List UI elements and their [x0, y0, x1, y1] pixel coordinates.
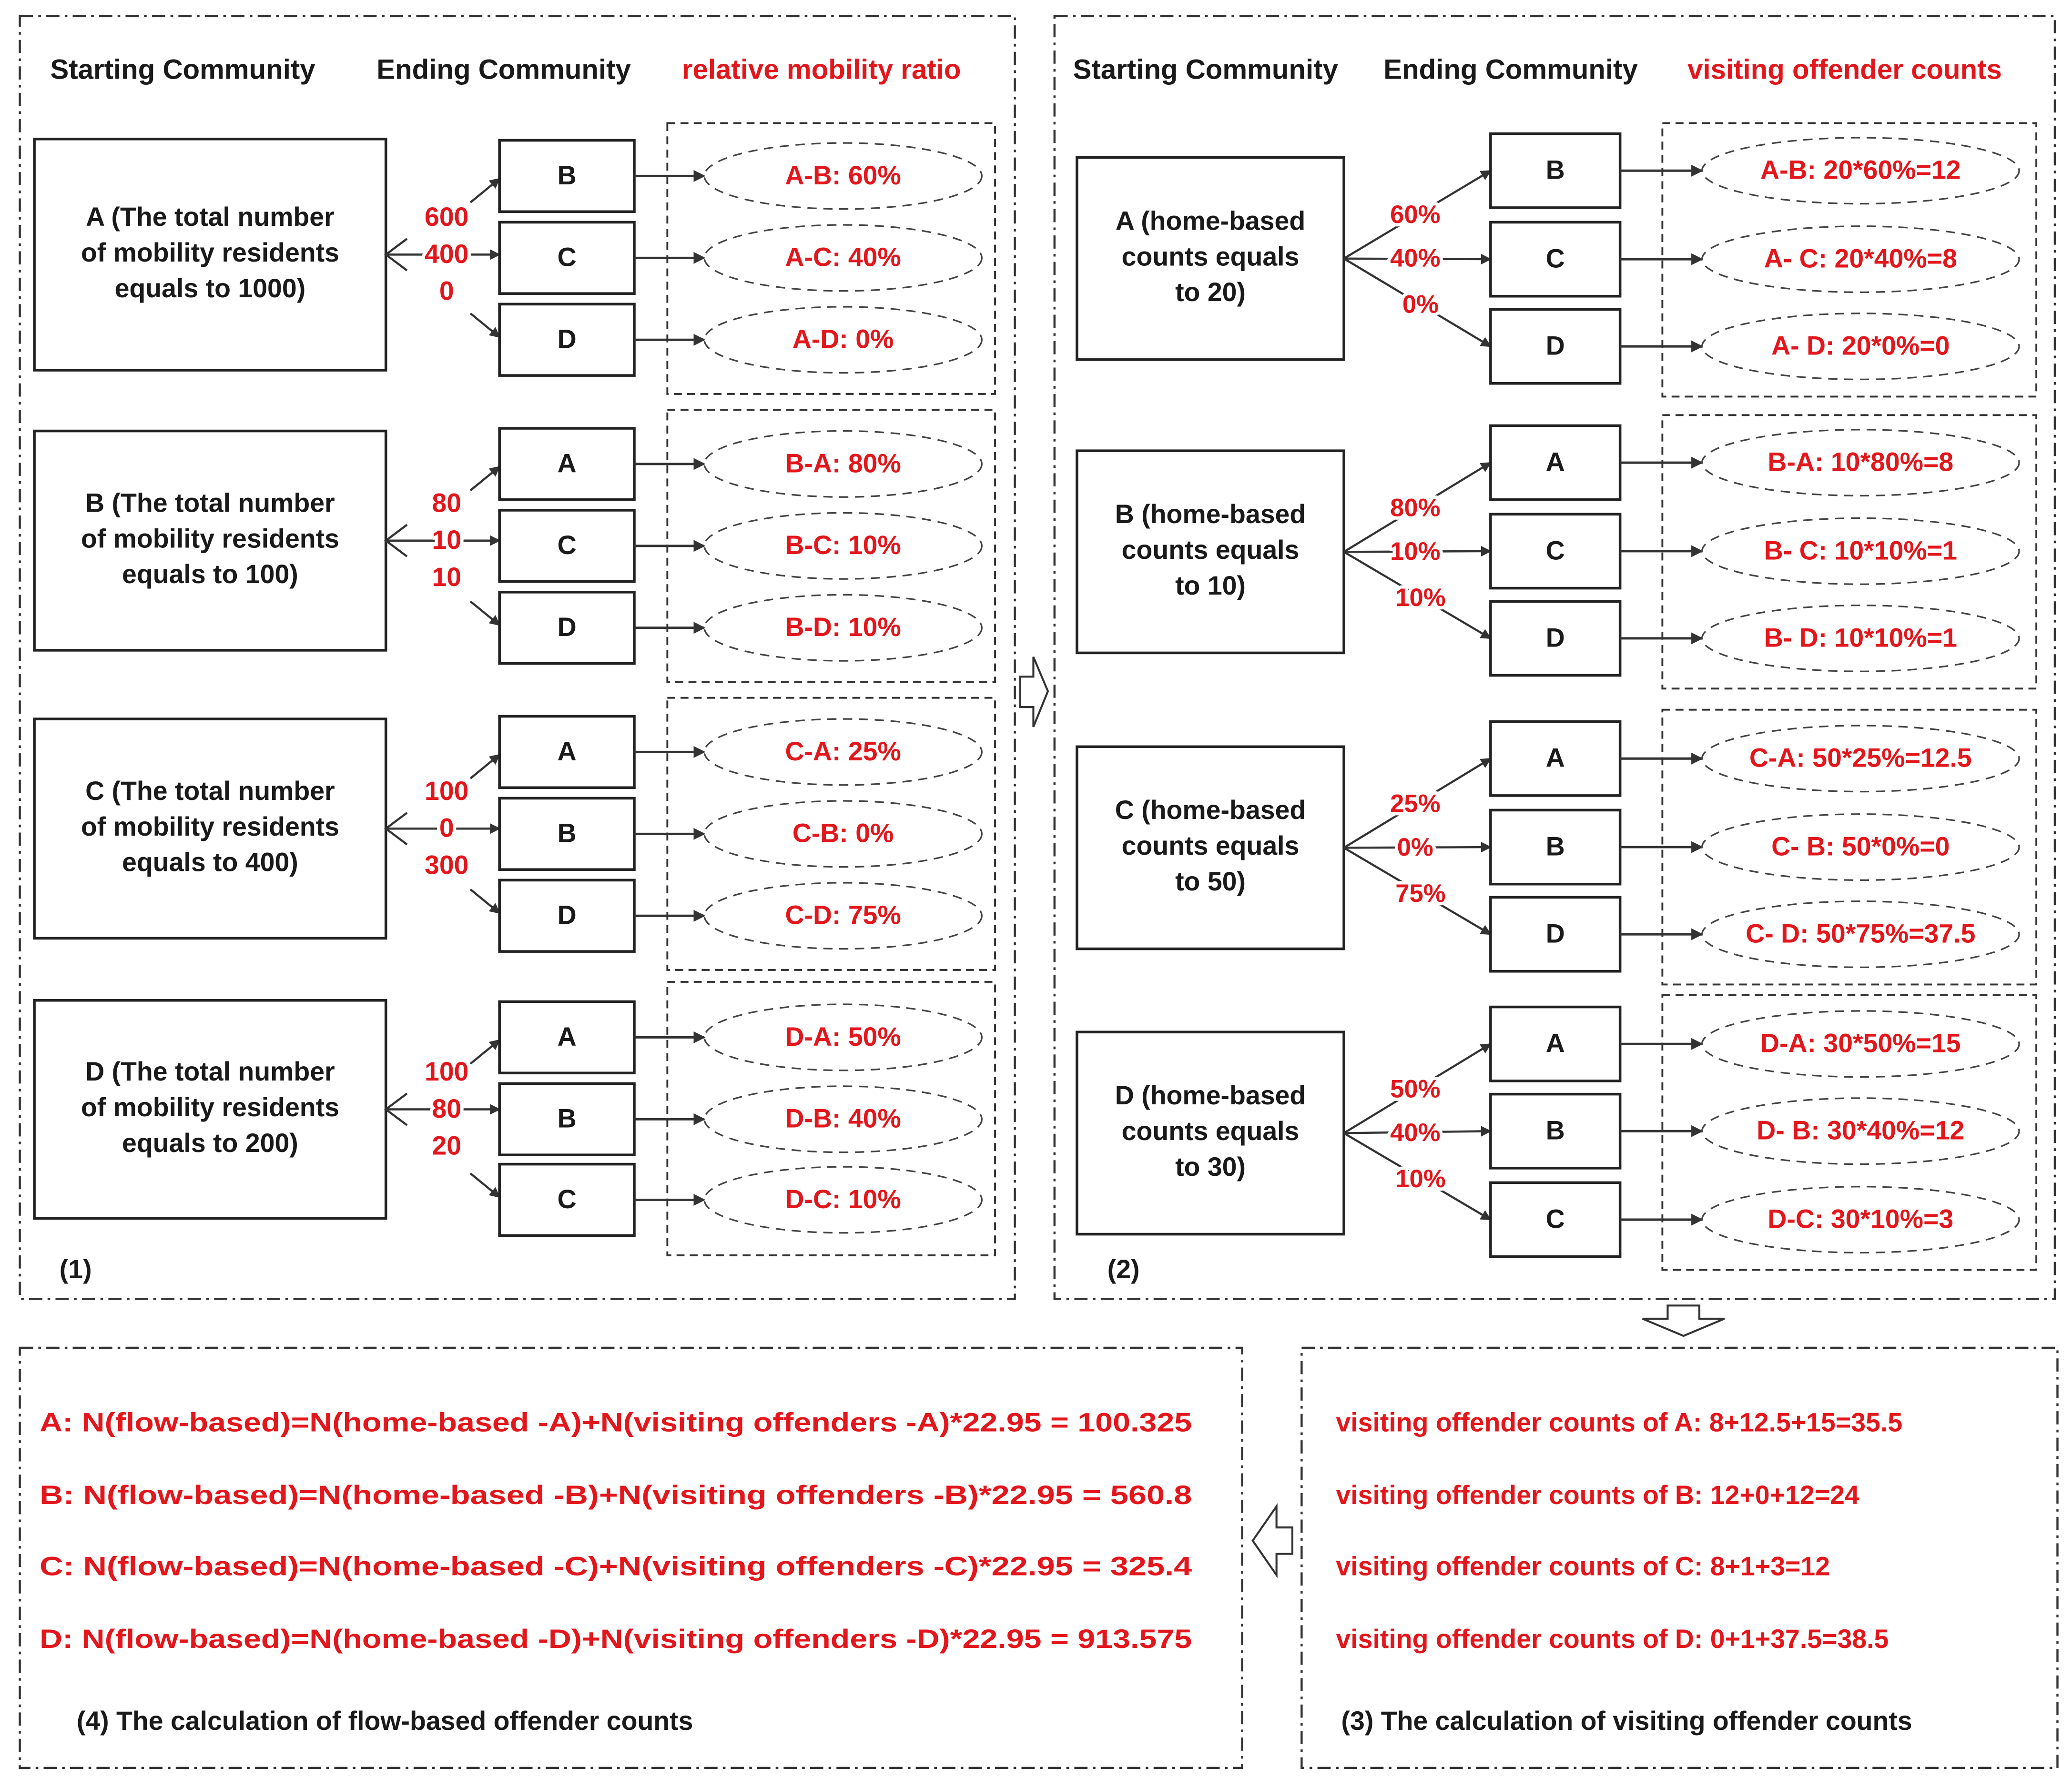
- start-community-text: C (home-based: [1115, 795, 1306, 825]
- mobility-percent: 0%: [1397, 833, 1433, 862]
- visiting-offender-sum: visiting offender counts of B: 12+0+12=24: [1336, 1480, 1859, 1510]
- end-community-label: D: [557, 324, 577, 354]
- mobility-ratio: A-B: 60%: [785, 160, 901, 190]
- panel-1-header-2: relative mobility ratio: [681, 54, 961, 85]
- flow-based-formula: C: N(flow-based)=N(home-based -C)+N(visiting offenders -C)*22.95 = 325.4: [40, 1551, 1192, 1581]
- mobility-percent: 40%: [1390, 244, 1441, 273]
- panel-1-group-2: [34, 698, 995, 970]
- start-community-text: counts equals: [1121, 831, 1300, 861]
- end-community-label: B: [557, 818, 577, 848]
- end-community-label: D: [1545, 623, 1565, 653]
- start-community-text: B (home-based: [1115, 499, 1306, 529]
- mobility-count: 300: [425, 850, 469, 880]
- visiting-offender-calc: D- B: 30*40%=12: [1757, 1115, 1965, 1145]
- mobility-count: 20: [432, 1131, 462, 1161]
- panel-2-header-0: Starting Community: [1073, 54, 1338, 85]
- end-community-label: C: [1545, 243, 1565, 273]
- end-community-label: D: [1545, 331, 1565, 361]
- left-block-arrow-icon: [1253, 1506, 1292, 1575]
- mobility-count: 80: [432, 488, 462, 518]
- visiting-offender-calc: D-C: 30*10%=3: [1767, 1204, 1954, 1234]
- mobility-ratio: C-A: 25%: [785, 736, 901, 766]
- mobility-ratio: C-D: 75%: [785, 900, 901, 930]
- start-community-text: counts equals: [1121, 1116, 1300, 1146]
- end-community-label: C: [557, 242, 577, 272]
- visiting-offender-calc: A- C: 20*40%=8: [1764, 243, 1957, 273]
- start-community-text: D (home-based: [1115, 1081, 1306, 1111]
- visiting-offender-sum: visiting offender counts of A: 8+12.5+15=35.5: [1336, 1407, 1903, 1437]
- panel-1-group-3: [34, 982, 995, 1255]
- panel-2-group-0: [1077, 123, 2036, 396]
- visiting-offender-calc: C- B: 50*0%=0: [1771, 831, 1950, 861]
- start-community-text: of mobility residents: [81, 811, 339, 841]
- mobility-count: 10: [432, 562, 462, 592]
- panel-1-group-0: [34, 123, 995, 394]
- end-community-label: B: [1545, 831, 1565, 861]
- mobility-percent: 25%: [1390, 789, 1441, 818]
- visiting-offender-calc: C- D: 50*75%=37.5: [1746, 919, 1976, 949]
- visiting-offender-calc: C-A: 50*25%=12.5: [1749, 743, 1972, 773]
- mobility-percent: 80%: [1390, 494, 1441, 522]
- panel-2-header-2: visiting offender counts: [1687, 54, 2002, 85]
- start-community-text: B (The total number: [85, 488, 335, 518]
- mobility-count: 100: [425, 1057, 469, 1087]
- panel-1-group-1: [34, 410, 995, 682]
- mobility-count: 80: [432, 1093, 462, 1123]
- mobility-percent: 40%: [1390, 1119, 1441, 1147]
- mobility-ratio: B-A: 80%: [785, 448, 901, 478]
- end-community-label: A: [557, 448, 577, 478]
- mobility-ratio: C-B: 0%: [792, 818, 894, 848]
- end-community-label: A: [1545, 447, 1565, 477]
- end-community-label: B: [557, 160, 577, 190]
- flow-arrow: [470, 313, 499, 337]
- visiting-offender-calc: A- D: 20*0%=0: [1771, 331, 1950, 361]
- flow-arrow: [470, 179, 499, 202]
- mobility-ratio: A-C: 40%: [785, 242, 901, 272]
- mobility-ratio: A-D: 0%: [792, 324, 894, 354]
- panel-2-group-1: [1077, 415, 2036, 688]
- panel-1-label: (1): [59, 1254, 92, 1284]
- end-community-label: B: [557, 1103, 577, 1133]
- flow-arrow: [470, 1173, 499, 1197]
- mobility-count: 400: [425, 239, 469, 269]
- panel-1-header-0: Starting Community: [50, 54, 315, 85]
- mobility-percent: 75%: [1395, 879, 1446, 908]
- mobility-ratio: B-C: 10%: [785, 530, 901, 560]
- mobility-ratio: D-C: 10%: [785, 1184, 901, 1214]
- start-community-text: equals to 200): [122, 1128, 298, 1158]
- visiting-offender-calc: D-A: 30*50%=15: [1760, 1028, 1961, 1058]
- start-community-text: C (The total number: [85, 776, 335, 806]
- start-community-text: of mobility residents: [81, 1092, 339, 1122]
- start-community-text: to 10): [1175, 570, 1246, 600]
- visiting-offender-calc: B- C: 10*10%=1: [1764, 535, 1957, 566]
- end-community-label: C: [557, 1184, 577, 1214]
- flow-arrow: [470, 755, 499, 778]
- end-community-label: C: [1545, 1204, 1565, 1234]
- start-community-text: counts equals: [1121, 242, 1300, 272]
- end-community-label: A: [557, 1021, 577, 1051]
- start-community-text: A (home-based: [1115, 206, 1306, 236]
- mobility-count: 0: [439, 276, 454, 306]
- mobility-percent: 0%: [1402, 290, 1439, 319]
- mobility-percent: 10%: [1390, 537, 1441, 566]
- end-community-label: D: [557, 900, 577, 930]
- down-block-arrow-icon: [1643, 1305, 1725, 1336]
- flow-based-formula: B: N(flow-based)=N(home-based -B)+N(visiting offenders -B)*22.95 = 560.8: [40, 1480, 1192, 1510]
- mobility-percent: 50%: [1390, 1075, 1441, 1103]
- panel-4-caption: (4) The calculation of flow-based offender counts: [76, 1706, 693, 1736]
- end-community-label: A: [557, 736, 577, 766]
- visiting-offender-sum: visiting offender counts of C: 8+1+3=12: [1336, 1551, 1830, 1581]
- end-community-label: A: [1545, 1028, 1565, 1058]
- mobility-count: 10: [432, 525, 462, 555]
- mobility-percent: 60%: [1390, 200, 1441, 229]
- start-community-text: equals to 100): [122, 559, 298, 589]
- mobility-ratio: D-B: 40%: [785, 1103, 901, 1133]
- right-block-arrow-icon: [1020, 657, 1048, 727]
- panel-2-label: (2): [1107, 1254, 1140, 1284]
- panel-2-header-1: Ending Community: [1383, 54, 1638, 85]
- visiting-offender-sum: visiting offender counts of D: 0+1+37.5=38.5: [1336, 1624, 1889, 1654]
- visiting-offender-calc: B-A: 10*80%=8: [1767, 447, 1954, 477]
- flow-arrow: [470, 1040, 499, 1064]
- flow-arrow: [470, 601, 499, 625]
- end-community-label: B: [1545, 1115, 1565, 1145]
- start-community-text: counts equals: [1121, 535, 1300, 565]
- mobility-percent: 10%: [1395, 1165, 1446, 1193]
- visiting-offender-calc: A-B: 20*60%=12: [1760, 155, 1961, 185]
- mobility-percent: 10%: [1395, 584, 1446, 612]
- end-community-label: D: [557, 612, 577, 642]
- start-community-text: of mobility residents: [81, 238, 339, 268]
- flow-based-formula: A: N(flow-based)=N(home-based -A)+N(visiting offenders -A)*22.95 = 100.325: [40, 1407, 1192, 1437]
- end-community-label: B: [1545, 155, 1565, 185]
- mobility-ratio: B-D: 10%: [785, 612, 901, 642]
- end-community-label: A: [1545, 743, 1565, 773]
- panel-1-header-1: Ending Community: [376, 54, 631, 85]
- start-community-text: equals to 400): [122, 847, 298, 877]
- start-community-text: A (The total number: [86, 202, 335, 232]
- mobility-count: 0: [439, 813, 454, 843]
- start-community-text: to 50): [1175, 866, 1246, 896]
- visiting-offender-calc: B- D: 10*10%=1: [1764, 623, 1957, 653]
- end-community-label: C: [557, 530, 577, 560]
- end-community-label: C: [1545, 535, 1565, 566]
- start-community-text: equals to 1000): [114, 273, 306, 303]
- end-community-label: D: [1545, 919, 1565, 949]
- mobility-ratio: D-A: 50%: [785, 1021, 901, 1051]
- mobility-count: 600: [425, 202, 469, 232]
- start-community-text: to 30): [1175, 1152, 1246, 1182]
- flow-arrow: [470, 466, 499, 490]
- start-community-text: D (The total number: [85, 1057, 335, 1087]
- flow-arrow: [470, 889, 499, 913]
- mobility-count: 100: [425, 776, 469, 806]
- flow-based-formula: D: N(flow-based)=N(home-based -D)+N(visiting offenders -D)*22.95 = 913.575: [40, 1624, 1192, 1654]
- panel-3-caption: (3) The calculation of visiting offender counts: [1341, 1706, 1912, 1736]
- panel-2-group-2: [1077, 710, 2036, 985]
- start-community-text: to 20): [1175, 277, 1246, 307]
- start-community-text: of mobility residents: [81, 524, 339, 554]
- panel-2-group-3: [1077, 995, 2036, 1270]
